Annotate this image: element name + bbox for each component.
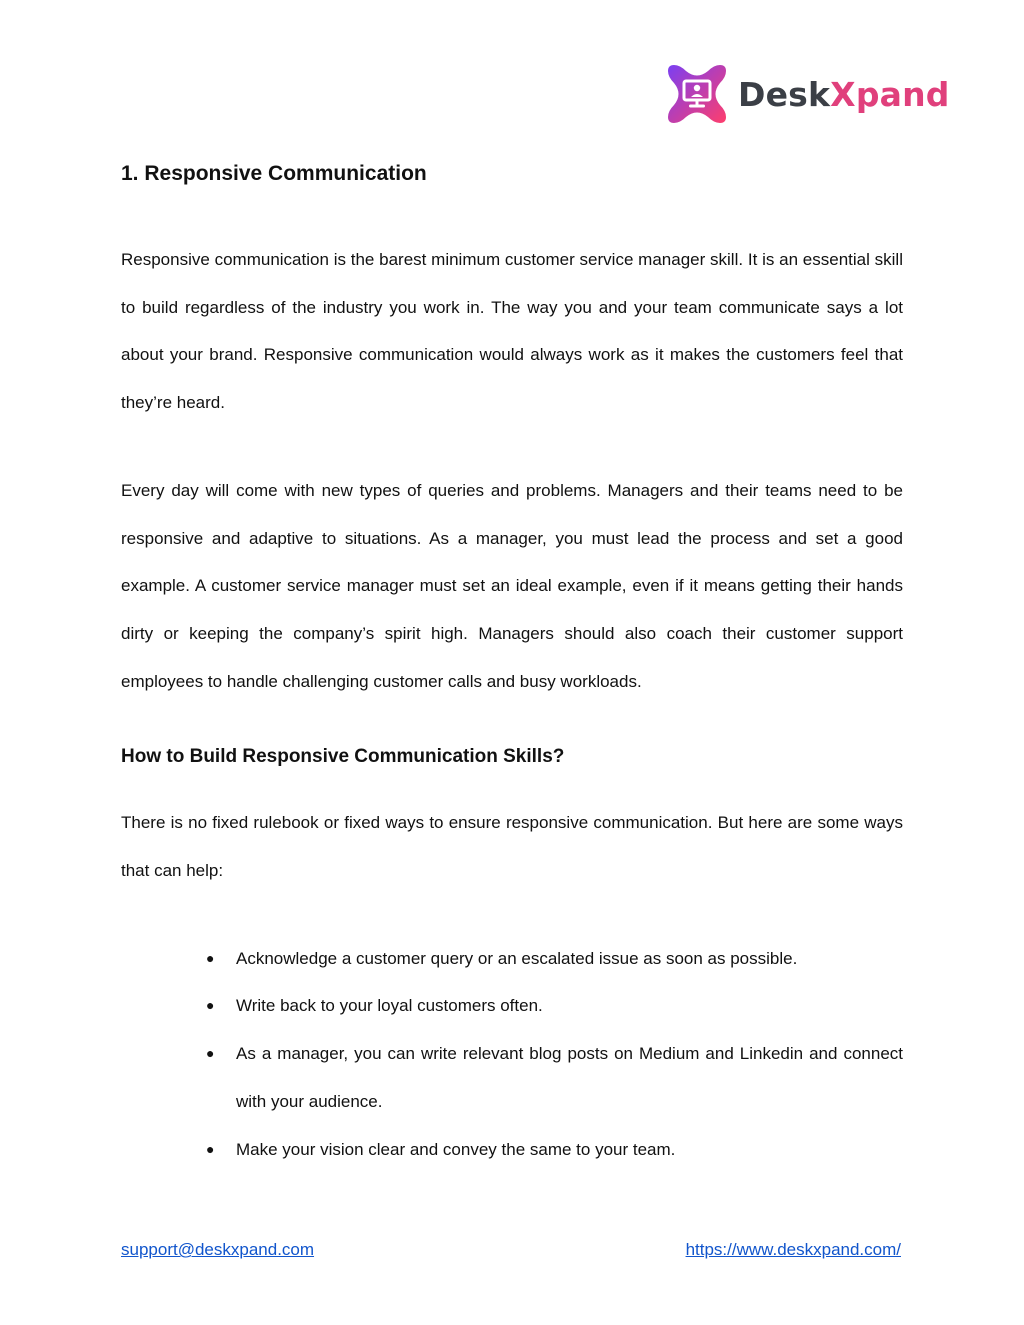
document-body <box>121 156 903 1173</box>
section-heading: 1. Responsive Communication <box>121 162 427 185</box>
logo-wordmark-desk: Desk <box>738 74 831 114</box>
bullet-icon: ● <box>206 949 215 966</box>
list-item <box>206 1030 903 1125</box>
logo-wordmark-xpand: Xpand <box>830 74 950 114</box>
website-link[interactable]: https://www.deskxpand.com/ <box>685 1240 901 1259</box>
sub-heading: How to Build Responsive Communication Skills? <box>121 746 565 768</box>
deskxpand-logo-mark-icon <box>664 61 730 127</box>
support-email-link[interactable]: support@deskxpand.com <box>121 1240 315 1259</box>
bullet-icon: ● <box>206 1045 215 1062</box>
list-item-text: Acknowledge a customer query or an escalated issue as soon as possible. <box>236 948 798 968</box>
intro-paragraph: There is no fixed rulebook or fixed ways to ensure responsive communication. But here are some ways that can help: <box>121 813 903 881</box>
deskxpand-logo <box>664 60 950 128</box>
paragraph-2: Every day will come with new types of queries and problems. Managers and their teams need to be responsive and adaptive to situations. As a manager, you must lead the process and set a good example. A customer service manager must set an ideal example, even if it means getting their hands dirty or keeping the company’s spirit high. Managers should also coach their customer support employees to handle challenging customer calls and busy workloads. <box>121 480 903 691</box>
bullet-icon: ● <box>206 997 215 1014</box>
tips-list <box>121 935 903 1174</box>
logo-wordmark <box>738 74 950 114</box>
list-item <box>206 982 903 1030</box>
list-item-text: Make your vision clear and convey the same to your team. <box>236 1139 676 1159</box>
list-item-text: As a manager, you can write relevant blog posts on Medium and Linkedin and connect with your audience. <box>236 1044 903 1111</box>
bullet-icon: ● <box>206 1140 215 1157</box>
list-item <box>206 1126 903 1174</box>
list-item-text: Write back to your loyal customers often. <box>236 996 543 1016</box>
list-item <box>206 935 903 983</box>
paragraph-1: Responsive communication is the barest minimum customer service manager skill. It is an essential skill to build regardless of the industry you work in. The way you and your team communicate says a lot about your brand. Responsive communication would always work as it makes the customers feel that they’re heard. <box>121 250 903 413</box>
